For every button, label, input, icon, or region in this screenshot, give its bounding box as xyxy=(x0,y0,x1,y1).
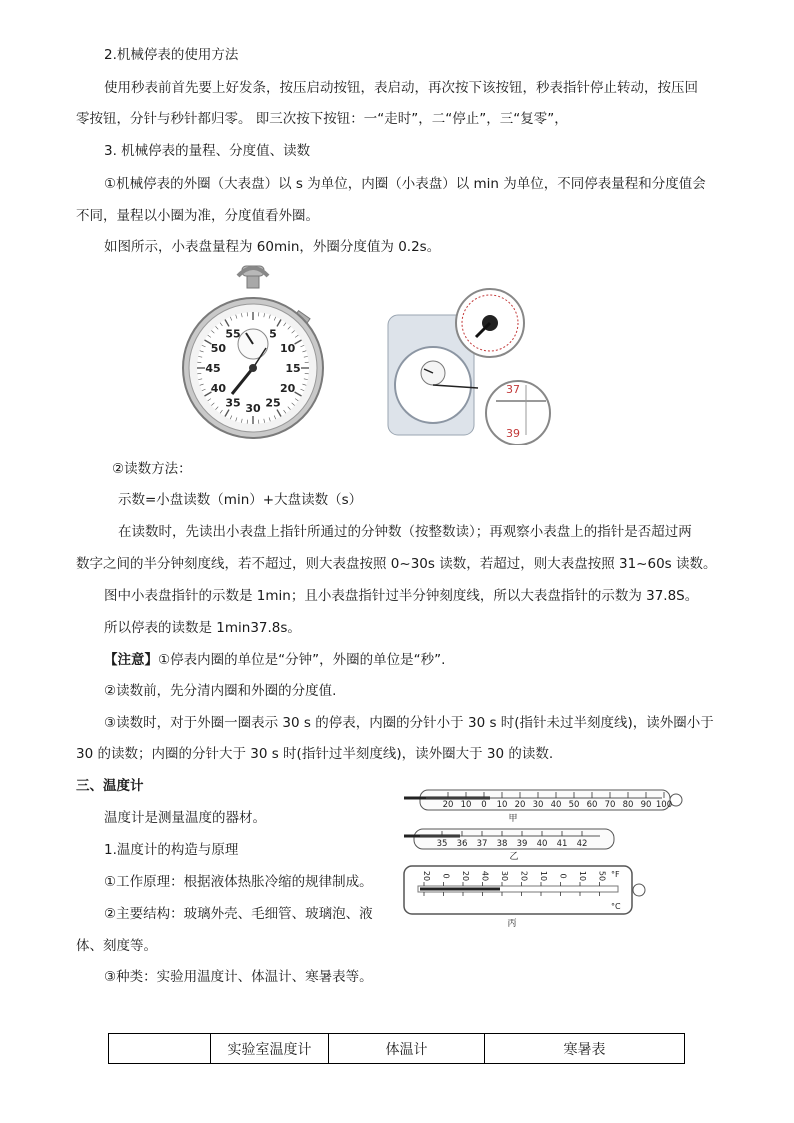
note-head: 【注意】 xyxy=(104,652,158,668)
bing-tick-label: 30 xyxy=(500,870,509,882)
dial-number: 20 xyxy=(279,382,296,395)
jia-tick-label: 80 xyxy=(622,800,634,810)
dial-number: 35 xyxy=(225,396,241,410)
unit-celsius: °C xyxy=(611,902,621,911)
heading-usage: 2.机械停表的使用方法 xyxy=(104,47,239,63)
jia-tick-label: 0 xyxy=(481,800,487,810)
bing-tick-label: 40 xyxy=(480,870,490,882)
paragraph-usage-line1: 使用秒表前首先要上好发条，按压启动按钮，表启动，再次按下该按钮，秒表指针停止转动，按压回 xyxy=(104,80,698,96)
jia-tick-label: 70 xyxy=(604,800,616,810)
yi-tick-label: 39 xyxy=(516,839,528,849)
dial-number: 30 xyxy=(245,402,261,415)
paragraph-reading-line2: 数字之间的半分钟刻度线，若不超过，则大表盘按照 0~30s 读数，若超过，则大表盘按照 31~60s 读数。 xyxy=(76,556,717,572)
yi-tick-label: 41 xyxy=(556,839,568,849)
yi-tick-label: 36 xyxy=(456,839,468,849)
thermo-structure-line1: ②主要结构：玻璃外壳、毛细管、玻璃泡、液 xyxy=(104,906,373,922)
table-header-cell: 体温计 xyxy=(329,1034,485,1064)
zoom-label-39: 39 xyxy=(506,427,520,440)
section-thermometer: 三、温度计 xyxy=(76,778,144,794)
dial-number: 45 xyxy=(205,362,221,375)
dial-number: 25 xyxy=(265,396,281,410)
jia-tick-label: 10 xyxy=(496,800,508,810)
caption-yi: 乙 xyxy=(509,852,519,862)
jia-tick-label: 30 xyxy=(532,800,544,810)
thermo-principle: ①工作原理：根据液体热胀冷缩的规律制成。 xyxy=(104,874,373,890)
caption-bing: 丙 xyxy=(507,919,517,929)
jia-tick-label: 50 xyxy=(568,800,580,810)
note-line3a: ③读数时，对于外圈一圈表示 30 s 的停表，内圈的分针小于 30 s 时(指针未过半刻度线)，读外圈小于 xyxy=(104,715,714,731)
paragraph-result: 所以停表的读数是 1min37.8s。 xyxy=(104,620,301,636)
stopwatch-figure xyxy=(180,262,326,444)
jia-tick-label: 100 xyxy=(655,800,673,810)
jia-tick-label: 20 xyxy=(514,800,526,810)
bing-tick-label: 10 xyxy=(578,870,587,882)
thermometer-yi xyxy=(400,828,620,862)
jia-tick-label: 90 xyxy=(640,800,652,810)
dial-number: 50 xyxy=(210,342,227,355)
note-line2: ②读数前，先分清内圈和外圈的分度值. xyxy=(104,683,337,699)
dial-number: 40 xyxy=(210,382,227,395)
bing-tick-label: 20 xyxy=(422,870,431,882)
thermo-heading: 1.温度计的构造与原理 xyxy=(104,842,239,858)
jia-tick-label: 40 xyxy=(550,800,562,810)
yi-tick-label: 42 xyxy=(576,839,588,849)
jia-tick-label: 20 xyxy=(442,800,454,810)
yi-tick-label: 40 xyxy=(536,839,548,849)
bing-tick-label: 20 xyxy=(461,870,470,882)
yi-tick-label: 35 xyxy=(436,839,448,849)
paragraph-range-line2: 不同，量程以小圈为准，分度值看外圈。 xyxy=(76,208,319,224)
paragraph-reading-line1: 在读数时，先读出小表盘上指针所通过的分钟数（按整数读）；再观察小表盘上的指针是否超过两 xyxy=(118,524,692,540)
thermometer-bing xyxy=(402,864,648,930)
yi-tick-label: 37 xyxy=(476,839,488,849)
caption-jia: 甲 xyxy=(508,814,518,824)
reading-formula: 示数=小盘读数（min）+大盘读数（s） xyxy=(118,492,363,508)
bing-tick-label: 0 xyxy=(558,873,568,879)
dial-number: 5 xyxy=(269,327,277,341)
yi-tick-label: 38 xyxy=(496,839,508,849)
table-header-cell xyxy=(109,1034,211,1064)
reading-method-label: ②读数方法： xyxy=(112,461,192,477)
thermo-intro: 温度计是测量温度的器材。 xyxy=(104,810,266,826)
jia-tick-label: 10 xyxy=(460,800,472,810)
paragraph-usage-line2: 零按钮，分针与秒针都归零。 即三次按下按钮：一“走时”，二“停止”，三“复零”， xyxy=(76,111,568,127)
thermometer-table xyxy=(108,1033,685,1064)
note-body: ①停表内圈的单位是“分钟”，外圈的单位是“秒”. xyxy=(158,652,446,668)
bing-tick-label: 0 xyxy=(441,873,451,879)
dial-number: 15 xyxy=(285,362,301,375)
paragraph-example-reading: 图中小表盘指针的示数是 1min；且小表盘指针过半分钟刻度线，所以大表盘指针的示数为 37.8S。 xyxy=(104,588,699,604)
thermometer-jia xyxy=(400,788,686,824)
bing-tick-label: 10 xyxy=(539,870,548,882)
note-line1 xyxy=(104,651,445,669)
table-header-cell: 寒暑表 xyxy=(485,1034,685,1064)
unit-fahrenheit: °F xyxy=(611,870,620,879)
paragraph-range-line1: ①机械停表的外圈（大表盘）以 s 为单位，内圈（小表盘）以 min 为单位，不同停表量程和分度值会 xyxy=(104,176,706,192)
zoom-label-37: 37 xyxy=(506,383,520,396)
thermo-structure-line2: 体、刻度等。 xyxy=(76,938,157,954)
heading-range: 3. 机械停表的量程、分度值、读数 xyxy=(104,143,311,159)
jia-tick-label: 60 xyxy=(586,800,598,810)
table-header-cell: 实验室温度计 xyxy=(211,1034,329,1064)
paragraph-example: 如图所示，小表盘量程为 60min，外圈分度值为 0.2s。 xyxy=(104,239,441,255)
dial-number: 10 xyxy=(279,342,296,355)
stopwatch-zoom-figure xyxy=(386,285,552,445)
thermo-types: ③种类：实验用温度计、体温计、寒暑表等。 xyxy=(104,969,373,985)
table-row xyxy=(109,1034,685,1064)
dial-number: 55 xyxy=(225,327,241,341)
bing-tick-label: 20 xyxy=(519,870,529,882)
note-line3b: 30 的读数；内圈的分针大于 30 s 时(指针过半刻度线)，读外圈大于 30 的读数. xyxy=(76,746,554,762)
bing-tick-label: 50 xyxy=(597,870,607,882)
